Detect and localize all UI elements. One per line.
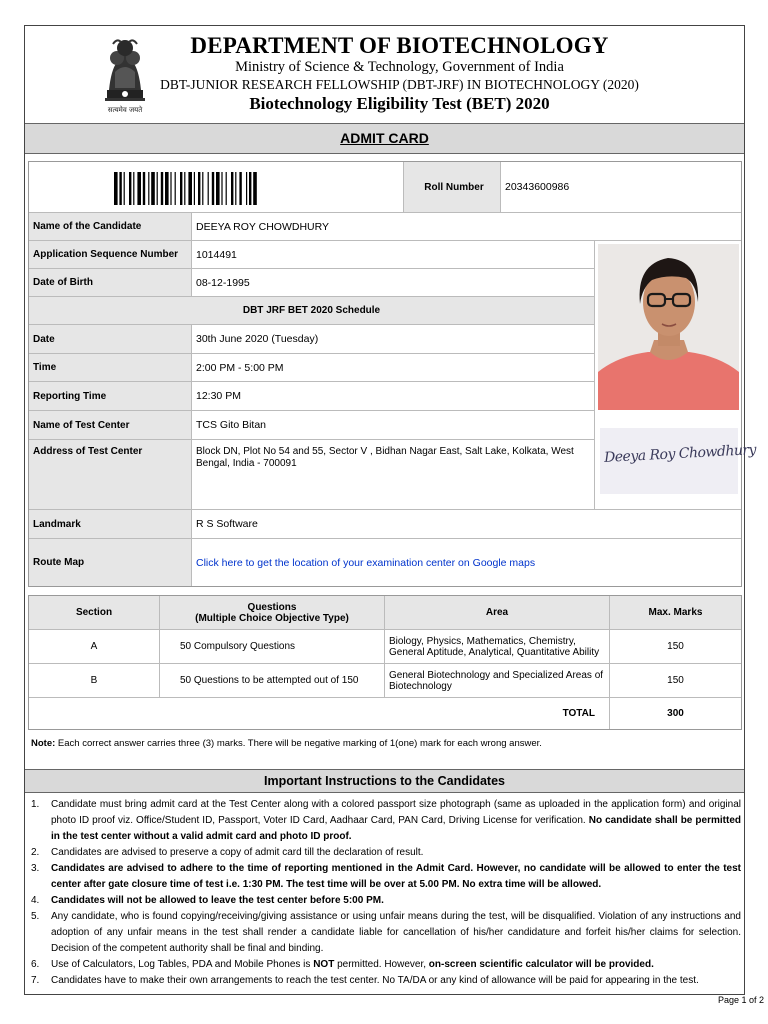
time-label: Time bbox=[29, 354, 192, 382]
sections-table bbox=[28, 595, 742, 730]
instruction-bold-text: Candidates are advised to adhere to the time of reporting mentioned in the Admit Card. However, no candidate will be allowed to enter the test center after gate closure time of test i.e. 1:30 PM. The test time will be over at 5.00 PM. No extra time will be allowed. bbox=[51, 863, 741, 890]
roll-number-value: 20343600986 bbox=[501, 162, 741, 213]
candidate-signature bbox=[600, 428, 757, 494]
route-map-label: Route Map bbox=[29, 539, 192, 586]
dob-value: 08-12-1995 bbox=[192, 269, 595, 297]
instruction-bold-text: No candidate shall be permitted in the test center without a valid admit card and photo ID proof. bbox=[51, 815, 741, 842]
admit-card-title: ADMIT CARD bbox=[25, 123, 744, 154]
roll-number-label: Roll Number bbox=[404, 162, 501, 213]
instruction-text-2: permitted. However, bbox=[334, 959, 429, 970]
list-item bbox=[29, 909, 741, 957]
barcode-icon bbox=[114, 172, 314, 205]
instruction-number: 1. bbox=[31, 799, 40, 810]
table-row-b-area: General Biotechnology and Specialized Areas of Biotechnology bbox=[385, 664, 610, 698]
questions-header-line2: (Multiple Choice Objective Type) bbox=[195, 612, 349, 624]
instruction-bold-text: Candidates will not be allowed to leave the test center before 5:00 PM. bbox=[51, 895, 384, 906]
marks-header: Max. Marks bbox=[610, 596, 741, 630]
instruction-text: Candidates have to make their own arrangements to reach the test center. No TA/DA or any kind of allowance will be paid for appearing in the test. bbox=[51, 975, 699, 986]
test-center-address-value: Block DN, Plot No 54 and 55, Sector V , Bidhan Nagar East, Salt Lake, Kolkata, West Bengal, India - 700091 bbox=[192, 440, 595, 510]
table-row-a-section: A bbox=[29, 630, 160, 664]
reporting-time-label: Reporting Time bbox=[29, 382, 192, 411]
emblem-motto: सत्यमेव जयते bbox=[107, 106, 143, 114]
instruction-text: Candidate must bring admit card at the Test Center along with a colored passport size photograph (same as uploaded in the application form) and original photo ID proof viz. Office/Student ID, Passport, Voter ID Card, Aadhaar Card, PAN Card, Driving License for verification. bbox=[51, 799, 741, 826]
dob-label: Date of Birth bbox=[29, 269, 192, 297]
instruction-bold-text: NOT bbox=[313, 959, 335, 970]
candidate-photo bbox=[598, 244, 739, 410]
instruction-text: Any candidate, who is found copying/receiving/giving assistance or using unfair means during the test, will be disqualified. Violation of any instructions and adoption of any unfair means in the test shall render a candidate liable for cancellation of his/her candidature and forfeit his/her claims for selection. Decision of the competent authority shall be final and binding. bbox=[51, 911, 741, 954]
signature-text: Deeya Roy Chowdhury bbox=[603, 442, 757, 466]
instruction-bold-text-2: on-screen scientific calculator will be provided. bbox=[428, 959, 654, 970]
questions-header-line1: Questions bbox=[247, 601, 297, 613]
candidate-details bbox=[28, 161, 757, 587]
fellowship-line: DBT-JUNIOR RESEARCH FELLOWSHIP (DBT-JRF) IN BIOTECHNOLOGY (2020) bbox=[160, 77, 639, 92]
list-item bbox=[29, 861, 741, 893]
time-value: 2:00 PM - 5:00 PM bbox=[192, 354, 595, 382]
table-row-a-questions: 50 Compulsory Questions bbox=[160, 630, 385, 664]
list-item bbox=[29, 797, 741, 845]
application-number-value: 1014491 bbox=[192, 241, 595, 269]
instruction-number: 4. bbox=[31, 895, 40, 906]
marking-note bbox=[31, 738, 542, 749]
exam-title: Biotechnology Eligibility Test (BET) 2020 bbox=[249, 94, 550, 113]
table-row-b-section: B bbox=[29, 664, 160, 698]
instruction-number: 5. bbox=[31, 911, 40, 922]
landmark-label: Landmark bbox=[29, 510, 192, 539]
candidate-name-value: DEEYA ROY CHOWDHURY bbox=[192, 213, 741, 241]
note-label: Note: bbox=[31, 738, 56, 749]
table-row-b-questions: 50 Questions to be attempted out of 150 bbox=[160, 664, 385, 698]
reporting-time-value: 12:30 PM bbox=[192, 382, 595, 411]
google-maps-link[interactable]: Click here to get the location of your examination center on Google maps bbox=[196, 556, 536, 569]
list-item bbox=[29, 893, 741, 909]
questions-header bbox=[160, 596, 385, 630]
application-number-label: Application Sequence Number bbox=[29, 241, 192, 269]
area-header: Area bbox=[385, 596, 610, 630]
test-center-label: Name of Test Center bbox=[29, 411, 192, 440]
candidate-name-label: Name of the Candidate bbox=[29, 213, 192, 241]
instructions-list bbox=[29, 797, 741, 989]
ministry-line: Ministry of Science & Technology, Government of India bbox=[235, 59, 564, 75]
barcode-cell bbox=[29, 162, 404, 213]
instruction-number: 7. bbox=[31, 975, 40, 986]
header bbox=[25, 26, 744, 123]
instruction-number: 2. bbox=[31, 847, 40, 858]
list-item bbox=[29, 845, 741, 861]
admit-card-page bbox=[24, 25, 757, 995]
date-label: Date bbox=[29, 325, 192, 354]
test-center-value: TCS Gito Bitan bbox=[192, 411, 595, 440]
instruction-number: 6. bbox=[31, 959, 40, 970]
test-center-address-label: Address of Test Center bbox=[29, 440, 192, 510]
instruction-number: 3. bbox=[31, 863, 40, 874]
date-value: 30th June 2020 (Tuesday) bbox=[192, 325, 595, 354]
instruction-text: Candidates are advised to preserve a copy of admit card till the declaration of result. bbox=[51, 847, 424, 858]
section-header: Section bbox=[29, 596, 160, 630]
list-item bbox=[29, 957, 741, 973]
table-row-a-area: Biology, Physics, Mathematics, Chemistry, General Aptitude, Analytical, Quantitative Ability bbox=[385, 630, 610, 664]
department-title: DEPARTMENT OF BIOTECHNOLOGY bbox=[190, 33, 609, 58]
instruction-text: Use of Calculators, Log Tables, PDA and Mobile Phones is bbox=[51, 959, 314, 970]
table-row-b-marks: 150 bbox=[610, 664, 741, 698]
schedule-title: DBT JRF BET 2020 Schedule bbox=[29, 297, 595, 325]
route-map-cell bbox=[192, 539, 741, 586]
table-row-a-marks: 150 bbox=[610, 630, 741, 664]
instructions-title: Important Instructions to the Candidates bbox=[25, 769, 744, 793]
total-value: 300 bbox=[667, 708, 684, 719]
landmark-value: R S Software bbox=[192, 510, 741, 539]
note-text: Each correct answer carries three (3) marks. There will be negative marking of 1(one) mark for each wrong answer. bbox=[55, 738, 542, 749]
total-label: TOTAL bbox=[29, 698, 610, 729]
list-item bbox=[29, 973, 741, 989]
page-number: Page 1 of 2 bbox=[717, 995, 764, 1005]
